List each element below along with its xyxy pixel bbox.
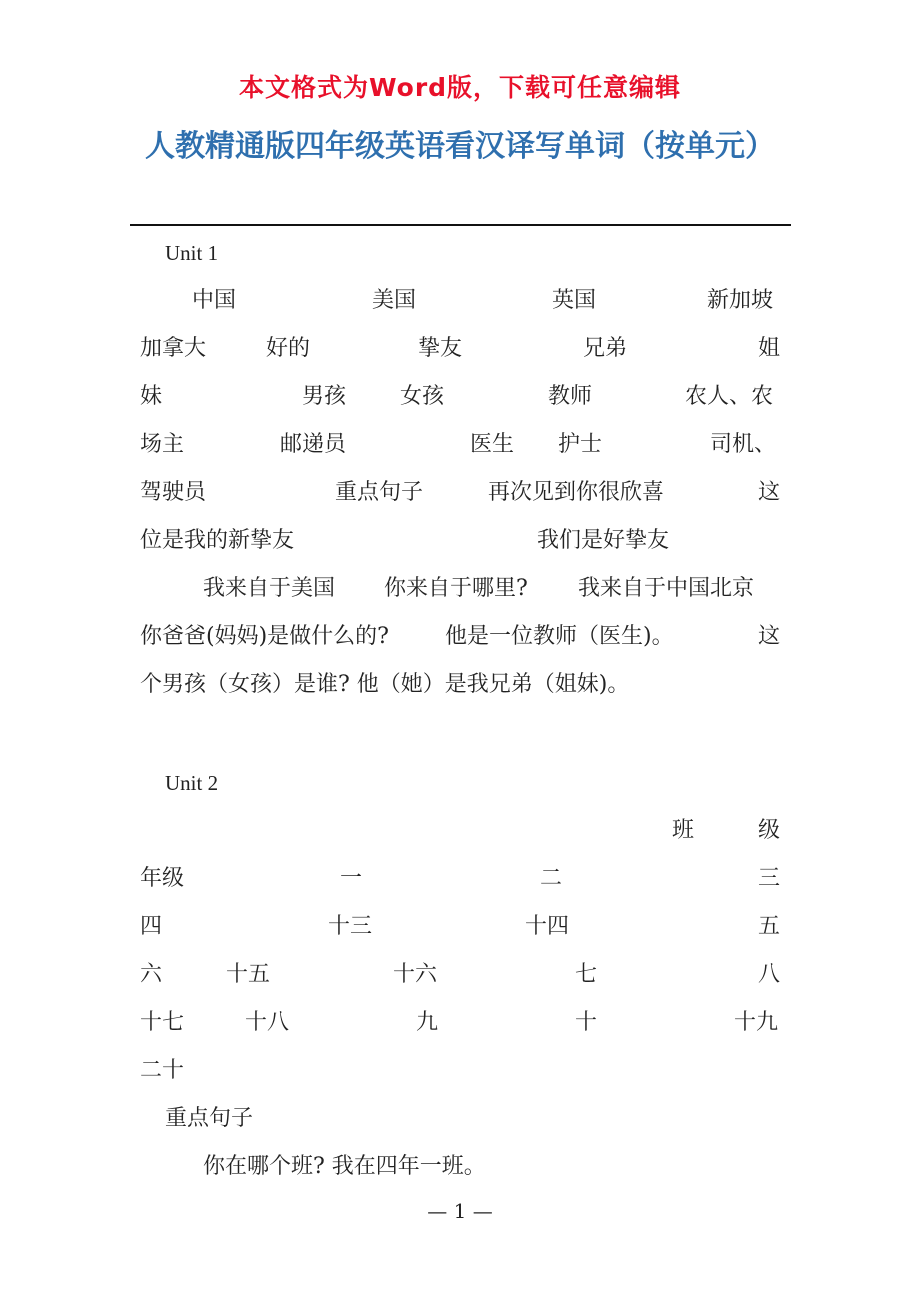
word: 驾驶员 bbox=[140, 480, 207, 505]
word: 加拿大 bbox=[140, 336, 207, 361]
word: 十九 bbox=[734, 1010, 779, 1035]
word: 农人、农 bbox=[685, 384, 774, 409]
sentence: 你爸爸(妈妈)是做什么的? bbox=[140, 624, 389, 649]
unit1-line-8 bbox=[140, 622, 780, 652]
word: 三 bbox=[758, 866, 781, 891]
word: 年级 bbox=[140, 866, 185, 891]
sentence: 他是一位教师（医生)。 bbox=[445, 624, 674, 649]
format-notice: 本文格式为Word版，下载可任意编辑 bbox=[238, 73, 682, 102]
word: 中国 bbox=[192, 288, 237, 313]
word: 女孩 bbox=[400, 384, 445, 409]
word: 护士 bbox=[558, 432, 603, 457]
title-divider bbox=[130, 224, 791, 226]
word: 好的 bbox=[266, 336, 311, 361]
unit2-line-2 bbox=[140, 864, 780, 894]
word: 教师 bbox=[548, 384, 593, 409]
word: 十 bbox=[575, 1010, 598, 1035]
unit2-heading: Unit 2 bbox=[165, 771, 219, 795]
unit1-line-3 bbox=[140, 382, 780, 412]
word: 二十 bbox=[140, 1058, 185, 1083]
page-number: — 1 — bbox=[427, 1199, 493, 1223]
unit1-line-9 bbox=[140, 670, 780, 700]
sentence: 我来自于美国 bbox=[203, 576, 336, 601]
word: 医生 bbox=[470, 432, 515, 457]
unit2-line-6 bbox=[140, 1056, 780, 1086]
word: 十八 bbox=[245, 1010, 290, 1035]
key-sentences-label: 重点句子 bbox=[335, 480, 424, 505]
word: 邮递员 bbox=[280, 432, 347, 457]
word: 十五 bbox=[226, 962, 271, 987]
unit1-line-4 bbox=[140, 430, 780, 460]
word: 四 bbox=[140, 914, 163, 939]
sentence: 这 bbox=[758, 624, 781, 649]
word: 男孩 bbox=[302, 384, 347, 409]
unit2-line-3 bbox=[140, 912, 780, 942]
document-title: 人教精通版四年级英语看汉译写单词（按单元） bbox=[145, 129, 775, 164]
word: 新加坡 bbox=[707, 288, 774, 313]
word: 姐 bbox=[758, 336, 781, 361]
word: 级 bbox=[758, 818, 781, 843]
word: 司机、 bbox=[710, 432, 777, 457]
word: 八 bbox=[758, 962, 781, 987]
unit1-line-7 bbox=[140, 574, 780, 604]
word: 十六 bbox=[393, 962, 438, 987]
unit1-line-5 bbox=[140, 478, 780, 508]
word: 七 bbox=[575, 962, 598, 987]
unit1-line-6 bbox=[140, 526, 780, 556]
word: 二 bbox=[540, 866, 563, 891]
sentence: 再次见到你很欣喜 bbox=[488, 480, 665, 505]
word: 英国 bbox=[552, 288, 597, 313]
word: 兄弟 bbox=[583, 336, 628, 361]
sentence: 个男孩（女孩）是谁? 他（她）是我兄弟（姐妹)。 bbox=[140, 672, 630, 697]
sentence: 这 bbox=[758, 480, 781, 505]
unit2-line-1 bbox=[140, 816, 780, 846]
word: 十七 bbox=[140, 1010, 185, 1035]
word: 挚友 bbox=[418, 336, 463, 361]
word: 十三 bbox=[328, 914, 373, 939]
key-sentences-label: 重点句子 bbox=[165, 1106, 254, 1131]
word: 六 bbox=[140, 962, 163, 987]
word: 十四 bbox=[525, 914, 570, 939]
unit1-heading: Unit 1 bbox=[165, 241, 219, 265]
word: 班 bbox=[672, 818, 695, 843]
word: 一 bbox=[340, 866, 363, 891]
sentence: 你在哪个班? 我在四年一班。 bbox=[203, 1154, 486, 1179]
word: 美国 bbox=[372, 288, 417, 313]
unit1-line-2 bbox=[140, 334, 780, 364]
unit1-line-1 bbox=[140, 286, 780, 316]
unit2-line-5 bbox=[140, 1008, 780, 1038]
word: 妹 bbox=[140, 384, 163, 409]
unit2-line-4 bbox=[140, 960, 780, 990]
sentence: 我们是好挚友 bbox=[537, 528, 670, 553]
unit2-line-7 bbox=[140, 1104, 780, 1134]
sentence: 位是我的新挚友 bbox=[140, 528, 295, 553]
sentence: 我来自于中国北京 bbox=[578, 576, 755, 601]
word: 五 bbox=[758, 914, 781, 939]
sentence: 你来自于哪里? bbox=[384, 576, 528, 601]
word: 九 bbox=[416, 1010, 439, 1035]
unit2-line-8 bbox=[140, 1152, 780, 1182]
word: 场主 bbox=[140, 432, 185, 457]
